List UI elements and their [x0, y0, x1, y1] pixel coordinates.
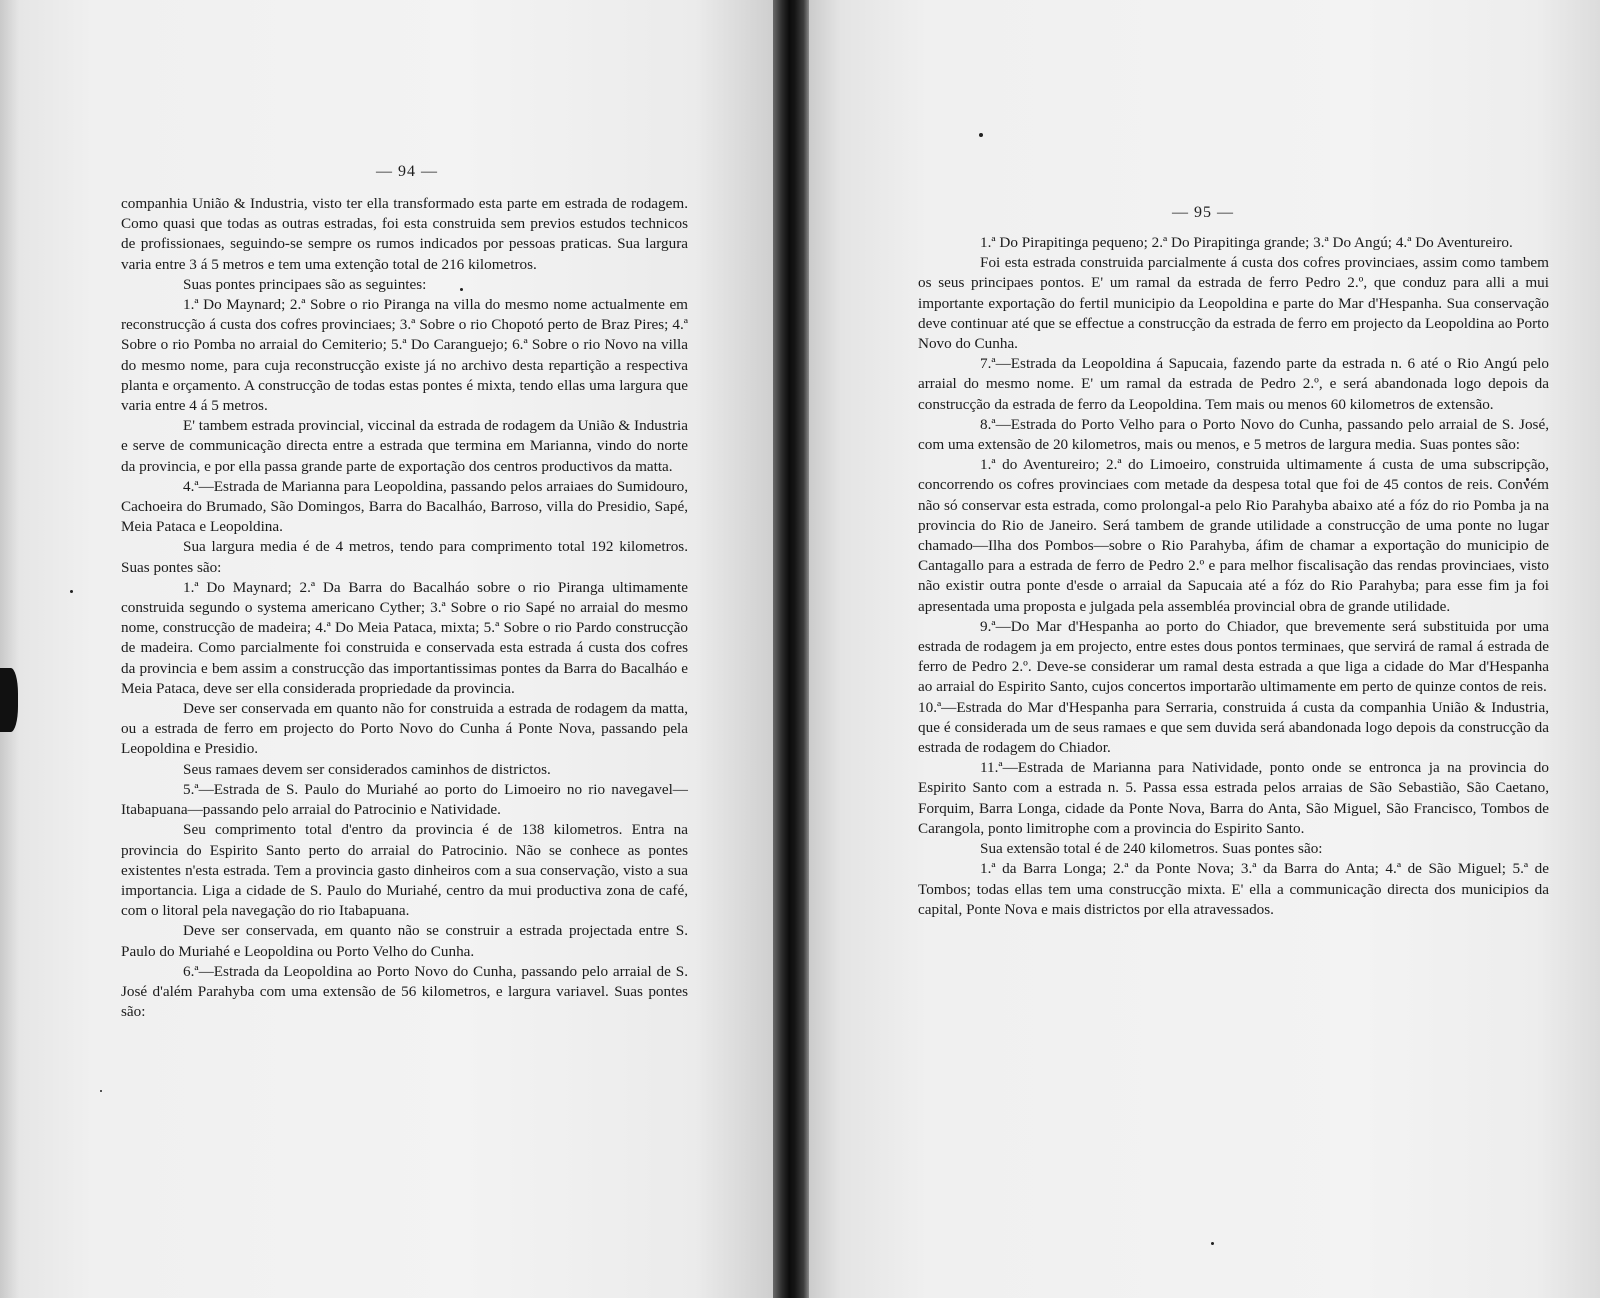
ink-speck: [1211, 1242, 1214, 1245]
page-body: [121, 194, 688, 1022]
paragraph: 1.ª do Aventureiro; 2.ª do Limoeiro, construida ultimamente á custa de uma subscripção, concorrendo os cofres provinciaes com metade da despesa total que foi de 45 contos de reis. Convém não só conservar esta estrada, como prolongal-a pelo Rio Parahyba abaixo até a fóz do rio Pomba ja na provincia do Rio de Janeiro. Será tambem de grande utilidade a construcção de uma ponte no lugar chamado—Ilha dos Pombos—sobre o Rio Parahyba, áfim de chamar a exportação do municipio de Cantagallo para a estrada de ferro de Pedro 2.º e para melhor fiscalisação das rendas provinciaes, visto não existir outra ponte d'esde o arraial da Sapucaia até a fóz do Rio Parahyba; para esse fim ja foi apresentada uma proposta e julgada pela assembléa provincial obra de grande utilidade.: [918, 456, 1549, 615]
paragraph: Foi esta estrada construida parcialmente á custa dos cofres provinciaes, assim como tambem os seus principaes pontos. E' um ramal da estrada de ferro Pedro 2.º, que conduz para alli a mui importante exportação do fertil municipio da Leopoldina e parte do Mar d'Hespanha. Sua conservação deve continuar até que se effectue a construcção da estrada de ferro em projecto da Leopoldina ao Porto Novo do Cunha.: [918, 254, 1549, 353]
paragraph: 6.ª—Estrada da Leopoldina ao Porto Novo do Cunha, passando pelo arraial de S. José d'além Parahyba com uma extensão de 56 kilometros, e largura variavel. Suas pontes são:: [121, 962, 688, 1021]
paragraph: 1.ª Do Maynard; 2.ª Sobre o rio Piranga na villa do mesmo nome actualmente em reconstrucção á custa dos cofres provinciaes; 3.ª Sobre o rio Chopotó perto de Braz Pires; 4.ª Sobre o rio Pomba no arraial do Cemiterio; 5.ª Do Caranguejo; 6.ª Sobre o rio Novo na villa do mesmo nome, para cuja reconstrucção existe já no archivo desta repartição a respectiva planta e orçamento. A construcção de todas estas pontes é mixta, tendo ellas uma largura que varia entre 4 á 5 metros.: [121, 296, 688, 415]
page-body: [918, 233, 1549, 920]
paragraph: 1.ª Do Maynard; 2.ª Da Barra do Bacalháo sobre o rio Piranga ultimamente construida segundo o systema americano Cyther; 3.ª Sobre o rio Sapé no arraial do mesmo nome, construcção de madeira; 4.ª Do Meia Pataca, mixta; 5.ª Sobre o rio Pardo construcção de madeira. Como parcialmente foi construida e conservada esta estrada á custa dos cofres da provincia e bem assim a construcção das importantissimas pontes da Barra do Bacalháo e Meia Pataca, deve ser ella considerada propriedade da provincia.: [121, 578, 688, 697]
paragraph: companhia União & Industria, visto ter ella transformado esta parte em estrada de rodagem. Como quasi que todas as outras estradas, foi esta construida sem previos estudos technicos de profissionaes, seguindo-se sempre os rumos indicados por pessoas praticas. Sua largura varia entre 3 á 5 metros e tem uma extenção total de 216 kilometros.: [121, 195, 688, 273]
ink-speck: [100, 1090, 102, 1092]
paragraph: 11.ª—Estrada de Marianna para Natividade, ponto onde se entronca ja na provincia do Espirito Santo com a estrada n. 5. Passa essa estrada pelos arraias de São Sebastião, São Caetano, Forquim, Barra Longa, cidade da Ponte Nova, Barra do Anta, São Miguel, São Francisco, Tombos de Carangola, ponto limitrophe com a provincia do Espirito Santo.: [918, 759, 1549, 837]
paragraph: 8.ª—Estrada do Porto Velho para o Porto Novo do Cunha, passando pelo arraial de S. José, com uma extensão de 20 kilometros, mais ou menos, e 5 metros de largura media. Suas pontes são:: [918, 415, 1549, 454]
paragraph: 1.ª da Barra Longa; 2.ª da Ponte Nova; 3.ª da Barra do Anta; 4.ª de São Miguel; 5.ª de Tombos; todas ellas tem uma construcção mixta. E' ella a communicação directa dos municipios da capital, Ponte Nova e mais districtos por ella atravessados.: [918, 860, 1549, 918]
paragraph: E' tambem estrada provincial, viccinal da estrada de rodagem da União & Industria e serve de communicação directa entre a estrada que termina em Marianna, vindo do norte da provincia, e por ella passa grande parte de exportação dos centros productivos da matta.: [121, 417, 688, 475]
left-page: [0, 0, 773, 1298]
paragraph: Deve ser conservada, em quanto não se construir a estrada projectada entre S. Paulo do Muriahé e Leopoldina ou Porto Velho do Cunha.: [121, 922, 688, 960]
paragraph: 9.ª—Do Mar d'Hespanha ao porto do Chiador, que brevemente será substituida por uma estrada de rodagem ja em projecto, entre estes dous pontos terminaes, que servirá de ramal á estrada de ferro de Pedro 2.º. Deve-se considerar um ramal desta estrada a que liga a cidade do Mar d'Hespanha ao arraial do Espirito Santo, cujos concertos importarão ultimamente em perto de quinze contos de reis.: [918, 617, 1549, 696]
paragraph: Deve ser conservada em quanto não for construida a estrada de rodagem da matta, ou a estrada de ferro em projecto do Porto Novo do Cunha á Ponte Nova, passando pela Leopoldina e Presidio.: [121, 700, 688, 758]
paragraph: 4.ª—Estrada de Marianna para Leopoldina, passando pelos arraiaes do Sumidouro, Cachoeira do Brumado, São Domingos, Barra do Bacalháo, Barroso, villa do Presidio, Sapé, Meia Pataca e Leopoldina.: [121, 477, 688, 536]
paragraph: Sua extensão total é de 240 kilometros. Suas pontes são:: [980, 840, 1323, 858]
page-number: — 95 —: [1172, 204, 1234, 221]
paragraph: 1.ª Do Pirapitinga pequeno; 2.ª Do Pirapitinga grande; 3.ª Do Angú; 4.ª Do Aventureiro.: [980, 234, 1513, 251]
page-number: — 94 —: [376, 163, 438, 180]
paragraph: 7.ª—Estrada da Leopoldina á Sapucaia, fazendo parte da estrada n. 6 até o Rio Angú pelo arraial do mesmo nome. E' um ramal da estrada de Pedro 2.º, e será abandonada logo depois da construcção da estrada de ferro da Leopoldina. Tem mais ou menos 60 kilometros de extensão.: [918, 355, 1549, 413]
ink-speck: [979, 133, 983, 137]
paragraph: 10.ª—Estrada do Mar d'Hespanha para Serraria, construida á custa da companhia União & Industria, que é considerada um de seus ramaes e que sem duvida será abandonada logo depois da construcção da estrada de rodagem do Chiador.: [918, 698, 1549, 757]
paragraph: Suas pontes principaes são as seguintes:: [183, 275, 427, 293]
paragraph: Seu comprimento total d'entro da provincia é de 138 kilometros. Entra na provincia do Espirito Santo perto do arraial do Patrocinio. Não se conhece as pontes existentes n'esta estrada. Tem a provincia gasto dinheiros com a sua conservação, visto a sua importancia. Liga a cidade de S. Paulo do Muriahé, centro da mui productiva zona de café, com o litoral pela navegação do rio Itabapuana.: [121, 821, 688, 920]
right-page: [809, 0, 1600, 1298]
paragraph: Sua largura media é de 4 metros, tendo para comprimento total 192 kilometros. Suas pontes são:: [121, 538, 688, 576]
page-edge-damage: [0, 668, 18, 732]
ink-speck: [70, 590, 73, 593]
book-gutter: [773, 0, 809, 1298]
paragraph: 5.ª—Estrada de S. Paulo do Muriahé ao porto do Limoeiro no rio navegavel—Itabapuana—passando pelo arraial do Patrocinio e Natividade.: [121, 780, 688, 819]
paragraph: Seus ramaes devem ser considerados caminhos de districtos.: [183, 760, 551, 778]
